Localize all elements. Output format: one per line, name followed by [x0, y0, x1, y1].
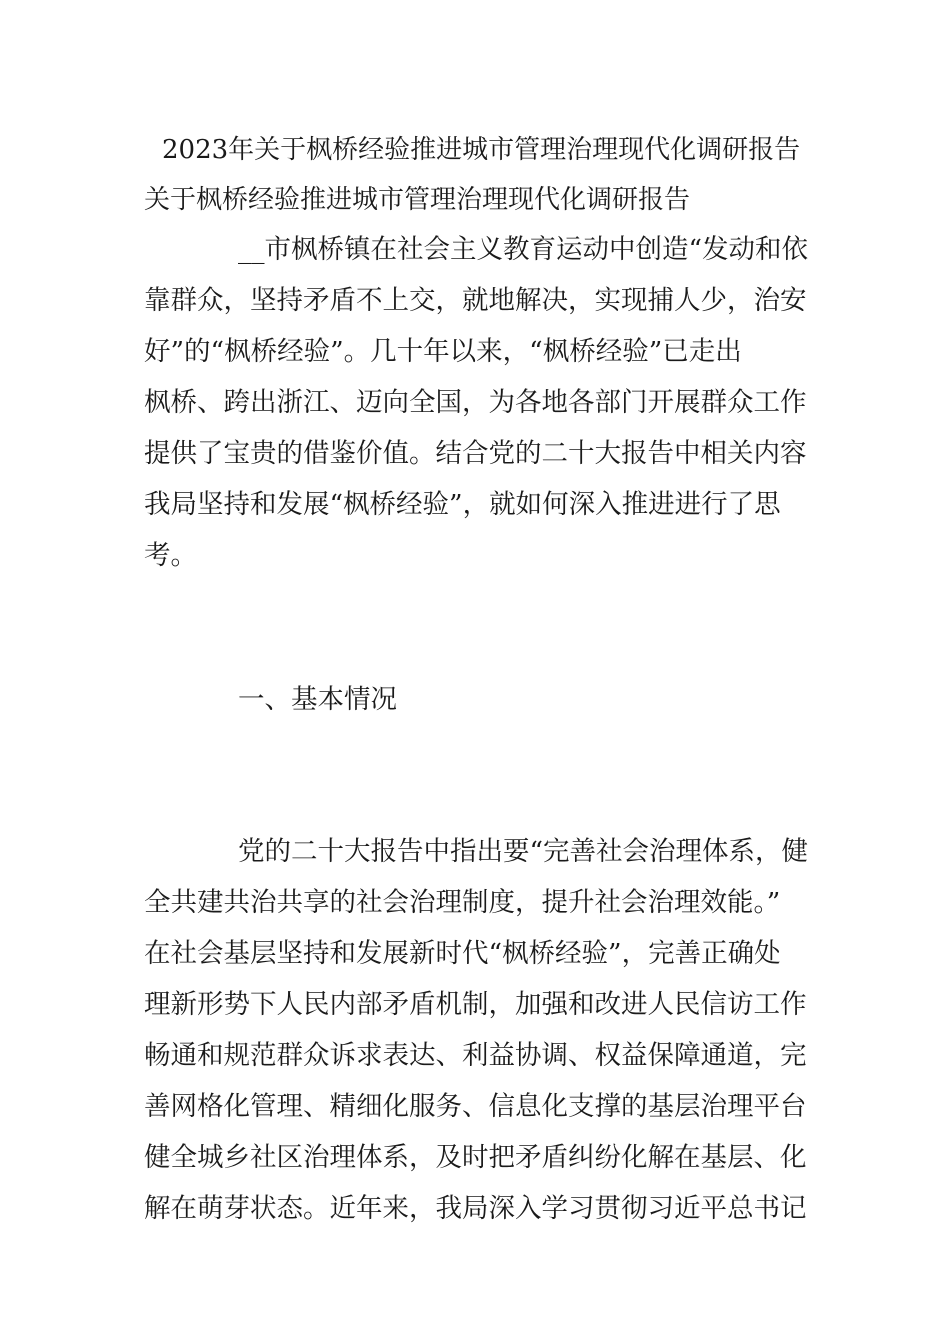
- paragraph-line: 畅通和规范群众诉求表达、利益协调、权益保障通道，完: [144, 1040, 807, 1071]
- section-heading: 一、基本情况: [238, 684, 397, 715]
- paragraph-line: 考。: [144, 540, 197, 571]
- intro-paragraph: [144, 224, 808, 581]
- paragraph-line: 好”的“枫桥经验”。几十年以来，“枫桥经验”已走出: [144, 336, 742, 367]
- paragraph-line: 我局坚持和发展“枫桥经验”，就如何深入推进进行了思: [144, 489, 781, 520]
- paragraph-line: 解在萌芽状态。近年来，我局深入学习贯彻习近平总书记: [144, 1193, 807, 1224]
- paragraph-line: 枫桥、跨出浙江、迈向全国，为各地各部门开展群众工作: [144, 387, 807, 418]
- paragraph-line: 在社会基层坚持和发展新时代“枫桥经验”，完善正确处: [144, 938, 781, 969]
- section-paragraph: [144, 826, 808, 1234]
- document-subtitle: 关于枫桥经验推进城市管理治理现代化调研报告: [144, 185, 691, 215]
- paragraph-line: 党的二十大报告中指出要“完善社会治理体系，健: [238, 836, 809, 867]
- paragraph-line: 健全城乡社区治理体系，及时把矛盾纠纷化解在基层、化: [144, 1142, 807, 1173]
- document-title: 2023年关于枫桥经验推进城市管理治理现代化调研报告: [162, 135, 801, 165]
- paragraph-line: __市枫桥镇在社会主义教育运动中创造“发动和依: [238, 234, 809, 265]
- paragraph-line: 靠群众，坚持矛盾不上交，就地解决，实现捕人少，治安: [144, 285, 807, 316]
- paragraph-line: 全共建共治共享的社会治理制度，提升社会治理效能。”: [144, 887, 781, 918]
- paragraph-line: 善网格化管理、精细化服务、信息化支撑的基层治理平台: [144, 1091, 807, 1122]
- paragraph-line: 理新形势下人民内部矛盾机制，加强和改进人民信访工作: [144, 989, 807, 1020]
- paragraph-line: 提供了宝贵的借鉴价值。结合党的二十大报告中相关内容: [144, 438, 807, 469]
